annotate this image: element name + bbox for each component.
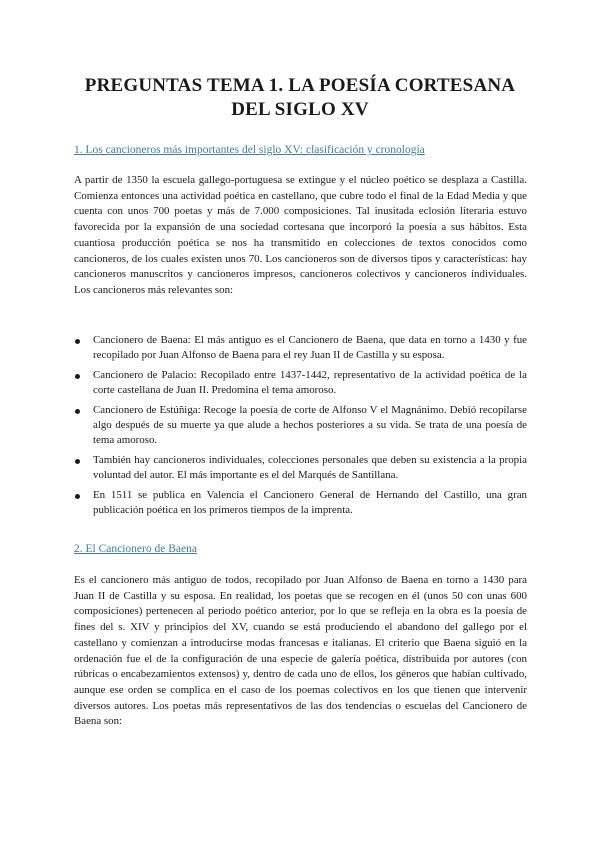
document-title xyxy=(60,74,540,122)
bullet-icon xyxy=(75,494,80,499)
title-line-1: PREGUNTAS TEMA 1. LA POESÍA CORTESANA xyxy=(84,75,516,96)
bullet-icon xyxy=(75,339,80,344)
list-item xyxy=(74,333,527,363)
section-2-heading: 2. El Cancionero de Baena xyxy=(74,543,197,555)
section-1-paragraph: A partir de 1350 la escuela gallego-portuguesa se extingue y el núcleo poético se desplaza a Castilla. Comienza entonces una actividad poética en castellano, que cubre todo el final de la Edad Media y que cuenta con unos 700 poetas y más de 7.000 composiciones. Tal inusitada eclosión literaria estuvo favorecida por la expansión de una sociedad cortesana que incorporó la poesía a sus hábitos. Esta cuantiosa producción poética se nos ha transmitido en colecciones de textos conocidos como cancioneros, de los cuales existen unos 70. Los cancioneros son de diversos tipos y características: hay cancioneros manuscritos y cancioneros impresos, cancioneros colectivos y cancioneros individuales. Los cancioneros más relevantes son: xyxy=(74,174,527,296)
list-item-text: Cancionero de Baena: El más antiguo es el Cancionero de Baena, que data en torno a 1430 y fue recopilado por Juan Alfonso de Baena para el rey Juan II de Castilla y su esposa. xyxy=(93,334,527,362)
title-line-2: DEL SIGLO XV xyxy=(231,99,369,120)
cancioneros-list xyxy=(74,333,527,523)
list-item-text: Cancionero de Estúñiga: Recoge la poesía de corte de Alfonso V el Magnánimo. Debió recopilarse algo después de su muerte ya que alude a hechos posteriores a su vida. Se trata de una poesía de tema amoroso. xyxy=(93,404,527,447)
list-item-text: Cancionero de Palacio: Recopilado entre 1437-1442, representativo de la actividad poética de la corte castellana de Juan II. Predomina el tema amoroso. xyxy=(93,369,527,397)
list-item-text: En 1511 se publica en Valencia el Cancionero General de Hernando del Castillo, una gran publicación poética en los primeros tiempos de la imprenta. xyxy=(93,489,527,517)
list-item xyxy=(74,453,527,483)
bullet-icon xyxy=(75,459,80,464)
bullet-icon xyxy=(75,409,80,414)
section-1-heading: 1. Los cancioneros más importantes del siglo XV: clasificación y cronología xyxy=(74,144,425,156)
section-2-paragraph: Es el cancionero más antiguo de todos, recopilado por Juan Alfonso de Baena en torno a 1430 para Juan II de Castilla y su esposa. En realidad, los poetas que se recogen en él (unos 50 con unas 600 composiciones) pertenecen al periodo poético anterior, por lo que se refleja en la obra es la poesía de fines del s. XIV y principios del XV, cuando se está produciendo el abandono del gallego por el castellano y comienzan a introducirse modas francesas e italianas. El criterio que Baena siguió en la ordenación fue el de la configuración de una especie de galería poética, distribuida por autores (con rúbricas o encabezamientos extensos) y, dentro de cada uno de ellos, los géneros que habían cultivado, aunque ese orden se complica en el caso de los poemas colectivos en los que tienen que intervenir diversos autores. Los poetas más representativos de las dos tendencias o escuelas del Cancionero de Baena son: xyxy=(74,574,527,728)
list-item xyxy=(74,403,527,449)
list-item-text: También hay cancioneros individuales, colecciones personales que deben su existencia a la propia voluntad del autor. El más importante es el del Marqués de Santillana. xyxy=(93,454,527,482)
list-item xyxy=(74,488,527,518)
bullet-icon xyxy=(75,374,80,379)
list-item xyxy=(74,368,527,398)
